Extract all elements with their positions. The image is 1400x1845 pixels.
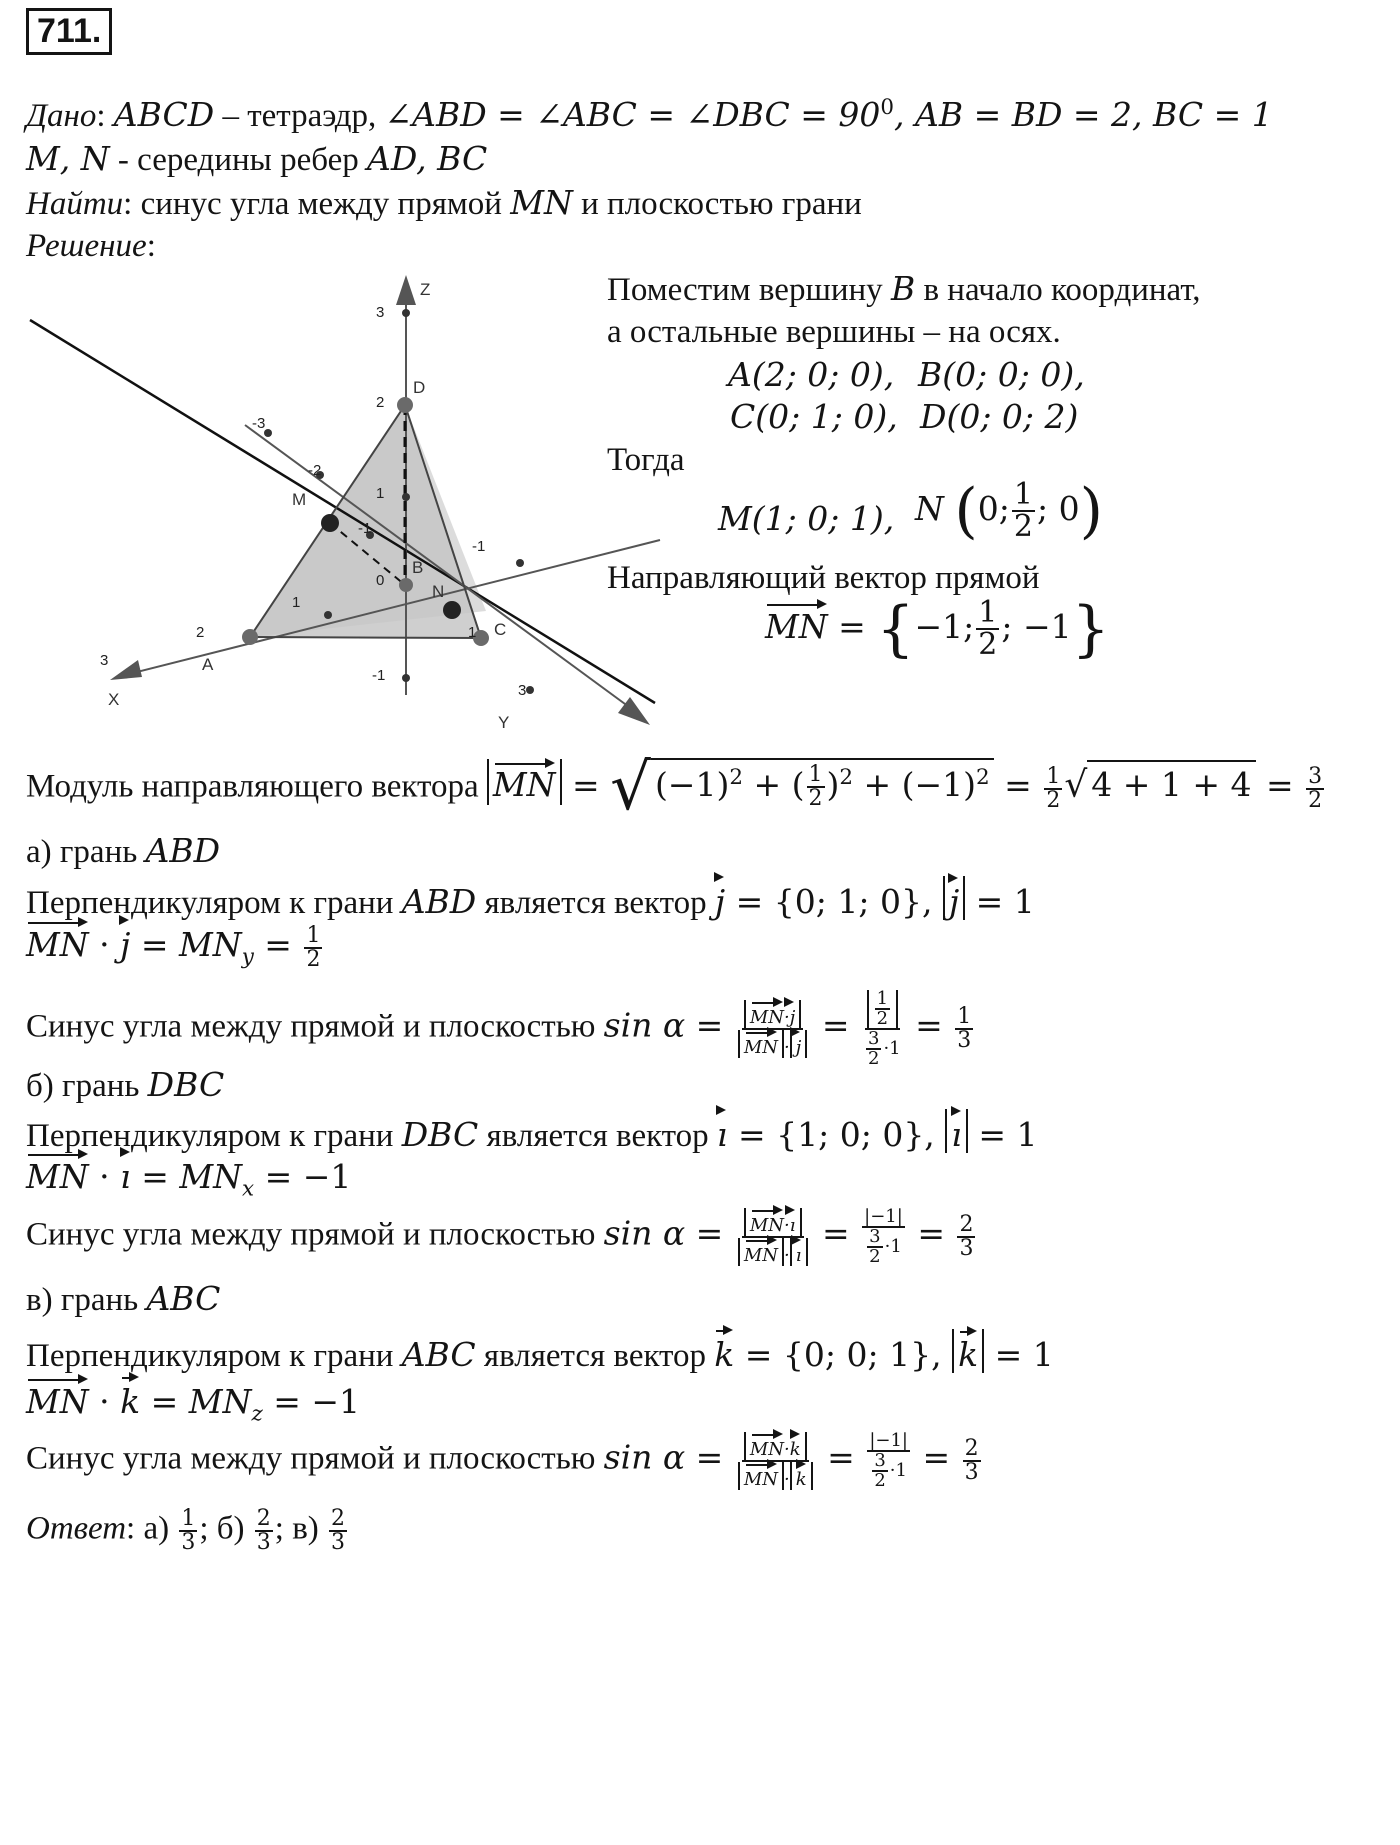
modulus-term1-sup: 2 — [729, 765, 743, 791]
part-c-perp — [26, 1328, 1054, 1376]
modulus-vector: MN — [493, 759, 556, 803]
part-a-perp-c: является вектор — [476, 885, 715, 921]
part-c-result-num: 2 — [964, 1436, 979, 1461]
answer-a: : а) — [126, 1510, 178, 1547]
label-axis-z: Z — [420, 280, 431, 299]
part-c-title — [26, 1280, 220, 1320]
modulus-term3-sup: 2 — [976, 765, 990, 791]
problem-number: 711. — [26, 8, 112, 55]
part-a-perp-face: ABD — [401, 882, 477, 921]
direction-text: Направляющий вектор прямой — [607, 560, 1040, 596]
tick-origin: 0 — [376, 572, 385, 589]
part-c-title-text: в) грань — [26, 1282, 147, 1318]
part-b-result-den: 3 — [959, 1236, 974, 1261]
part-a-result-num: 1 — [957, 1004, 972, 1029]
part-a-sin-j-den: j — [796, 1030, 802, 1058]
part-a-dot-num: 1 — [306, 923, 321, 949]
coord-n-num: 1 — [1013, 477, 1034, 512]
tick-x2: 2 — [196, 624, 205, 641]
midpoints-line — [26, 140, 487, 180]
coord-c: C(0; 1; 0), — [730, 397, 898, 436]
then-label: Тогда — [607, 442, 685, 478]
part-c-dot-mid: · — [88, 1382, 121, 1421]
intro-text-1c: в начало координат, — [915, 272, 1201, 308]
label-point-b: B — [412, 558, 424, 577]
modulus-half-den: 2 — [1046, 787, 1061, 813]
part-b-norm-eq: = 1 — [967, 1115, 1038, 1154]
coord-n-den: 2 — [1013, 509, 1034, 544]
part-c-vector-k: k — [714, 1328, 734, 1374]
part-b-sin-eq: = — [811, 1213, 861, 1253]
part-c-v2-tail: ·1 — [889, 1460, 907, 1481]
part-a-perp — [26, 875, 1035, 923]
vector-mn-eq: = — [838, 607, 877, 646]
tick-dot-x1 — [324, 611, 332, 619]
part-b-norm-vector: ı — [951, 1109, 962, 1153]
given-label: Дано — [26, 98, 97, 134]
label-axis-y: Y — [498, 713, 510, 732]
part-b-sin-eq2: = — [906, 1213, 956, 1253]
part-a-dot-mid: · — [88, 925, 121, 964]
part-c-title-face: ABC — [146, 1279, 221, 1318]
part-c-v2-den: 2 — [874, 1470, 886, 1491]
part-a-dot-eq: = MN — [130, 925, 242, 964]
point-a — [242, 629, 258, 645]
modulus-frac-num: 1 — [808, 762, 823, 788]
find-label: Найти — [26, 186, 124, 222]
part-a-result-den: 3 — [957, 1028, 972, 1053]
vector-mn-b: −1; — [914, 607, 975, 646]
part-c-sin-k: k — [790, 1432, 801, 1460]
part-b-perp-d: = {1; 0; 0}, — [727, 1115, 946, 1154]
vector-mn-den: 2 — [978, 627, 998, 662]
given-tetra-word: – тетраэдр, — [222, 98, 377, 134]
part-a-v1-num: 1 — [876, 988, 889, 1009]
part-c-sin-mn-den: MN — [744, 1462, 778, 1490]
part-c-sin-k-den: k — [796, 1462, 807, 1490]
tetrahedron-figure — [20, 265, 670, 745]
answer-a-num: 1 — [181, 1506, 196, 1531]
part-c-dot-eq2: = −1 — [262, 1382, 361, 1421]
modulus-eq: = — [561, 765, 611, 805]
vector-mn-coords: MN = {−1; $\frac{1}{2}$ ; −1} — [765, 594, 1110, 664]
part-b-title-face: DBC — [147, 1065, 225, 1104]
modulus-inner: 4 + 1 + 4 — [1087, 760, 1255, 804]
part-b-sin-i: ı — [790, 1208, 796, 1236]
part-b-sin-expr: sin α = — [603, 1213, 734, 1253]
part-a-title-text: а) грань — [26, 834, 146, 870]
part-b-dot-sub: x — [242, 1176, 255, 1202]
point-m — [321, 514, 339, 532]
part-c-perp-d: = {0; 0; 1}, — [734, 1335, 953, 1374]
part-a-v2-den: 2 — [867, 1048, 880, 1069]
part-b-title-text: б) грань — [26, 1068, 148, 1104]
given-lengths: , AB = BD = 2, BC = 1 — [894, 95, 1273, 134]
part-b-sin: Синус угла между прямой и плоскостью sin α = $\frac{MN\cdot ı}{MN \cdot ı}$ = |−1| $\frac{3}{2}$ ·1 = $\frac{2}{3}$ — [26, 1206, 974, 1267]
label-point-m: M — [292, 490, 307, 509]
part-a-sin-expr: sin α = — [603, 1005, 734, 1045]
part-b-v2-tail: ·1 — [884, 1236, 902, 1257]
point-n — [443, 601, 461, 619]
midpoints-edges: AD, BC — [367, 139, 488, 178]
modulus-eq3: = — [1255, 765, 1305, 805]
part-a-sin-j: j — [790, 1000, 796, 1028]
part-c-result-den: 3 — [964, 1460, 979, 1485]
part-c-dot-k: k — [120, 1375, 140, 1421]
modulus-term1: (−1) — [654, 765, 730, 805]
coord-b: B(0; 0; 0), — [918, 355, 1085, 394]
part-c-dot — [26, 1375, 360, 1427]
coord-n-name: N — [915, 489, 944, 528]
tick-zm1: -1 — [372, 667, 386, 684]
coord-d: D(0; 0; 2) — [920, 397, 1079, 436]
part-c-v1: |−1| — [869, 1430, 908, 1451]
tick-z2: 2 — [376, 394, 385, 411]
part-c-perp-face: ABC — [401, 1335, 476, 1374]
point-d — [397, 397, 413, 413]
part-b-perp — [26, 1108, 1038, 1156]
part-a-perp-d: = {0; 1; 0}, — [725, 882, 943, 921]
part-a-dot-den: 2 — [306, 947, 321, 973]
modulus-result-num: 3 — [1308, 763, 1323, 789]
part-c-dot-mn: MN — [26, 1375, 89, 1421]
answer-a-den: 3 — [181, 1530, 196, 1555]
part-c-sin-eq2: = — [911, 1437, 961, 1477]
modulus-plus2: + (−1) — [853, 765, 977, 805]
part-b-dot-eq: = MN — [130, 1157, 243, 1196]
part-c-sin: Синус угла между прямой и плоскостью sin α = $\frac{MN\cdot k}{MN \cdot k}$ = |−1| $\frac{3}{2}$ ·1 = $\frac{2}{3}$ — [26, 1430, 979, 1491]
find-line — [26, 184, 862, 224]
tick-z1: 1 — [376, 485, 385, 502]
part-a-title — [26, 832, 220, 872]
tick-z3: 3 — [376, 304, 385, 321]
edge-ac — [250, 637, 481, 638]
part-c-dot-sub: z — [251, 1401, 263, 1427]
modulus-result-den: 2 — [1308, 787, 1323, 813]
part-a-norm-eq: = 1 — [965, 882, 1035, 921]
part-a-dot-sub: y — [241, 944, 254, 970]
tick-x3: 3 — [100, 652, 109, 669]
tick-y3: 3 — [518, 682, 527, 699]
part-a-sin-mn-den: MN — [744, 1030, 778, 1058]
part-c-dot-eq: = MN — [140, 1382, 252, 1421]
part-b-sin-text: Синус угла между прямой и плоскостью — [26, 1216, 604, 1253]
tick-x1: 1 — [292, 594, 301, 611]
modulus-text: Модуль направляющего вектора — [26, 768, 487, 805]
intro-line-1 — [607, 270, 1201, 310]
modulus-half-num: 1 — [1046, 763, 1061, 789]
part-c-norm-eq: = 1 — [984, 1335, 1054, 1374]
tick-xm1: -1 — [472, 538, 486, 555]
modulus-frac-sup: 2 — [839, 765, 854, 791]
answer-b-num: 2 — [256, 1506, 271, 1531]
part-b-perp-a: Перпендикуляром к грани — [26, 1118, 402, 1154]
vector-mn-name: MN — [765, 600, 828, 646]
modulus-eq2: = — [993, 765, 1043, 805]
answer-c-num: 2 — [331, 1506, 346, 1531]
midpoints-text: - середины ребер — [109, 142, 367, 178]
part-a-norm-vector: j — [949, 876, 959, 920]
part-a-dot-eq2: = — [253, 925, 303, 964]
coord-m: M(1; 0; 1), — [718, 499, 895, 538]
part-c-sin-eq: = — [816, 1437, 866, 1477]
part-c-perp-c: является вектор — [475, 1338, 715, 1374]
part-a-title-face: ABD — [145, 831, 221, 870]
find-text2: и плоскостью грани — [572, 186, 862, 222]
part-a-dot-j: j — [120, 918, 130, 964]
modulus-frac-den: 2 — [808, 786, 823, 812]
label-point-a: A — [202, 655, 214, 674]
solution-line: Решение: — [26, 228, 156, 264]
part-a-sin-eq: = — [811, 1005, 860, 1045]
part-b-perp-face: DBC — [401, 1115, 479, 1154]
part-a-perp-a: Перпендикуляром к грани — [26, 885, 402, 921]
part-c-sin-text: Синус угла между прямой и плоскостью — [26, 1440, 604, 1477]
part-b-vector-i: ı — [717, 1108, 728, 1154]
part-b-v2-den: 2 — [869, 1246, 881, 1267]
coord-a: A(2; 0; 0), — [728, 355, 895, 394]
part-a-sin-mn: MN — [750, 1000, 784, 1028]
part-b-title — [26, 1066, 224, 1106]
intro-text-1a: Поместим вершину — [607, 272, 891, 308]
find-line-name: MN — [510, 183, 573, 222]
tick-xm2: -2 — [308, 462, 322, 479]
tick-dot-zm1 — [402, 674, 410, 682]
modulus-plus1: + — [742, 765, 792, 805]
given-angle-sup: 0 — [880, 95, 895, 120]
intro-line-2: а остальные вершины – на осях. — [607, 314, 1061, 350]
solution-label: Решение — [26, 228, 147, 264]
answer-c-den: 3 — [331, 1530, 346, 1555]
tick-dot-z3 — [402, 309, 410, 317]
coord-n: N (0; $\frac{1}{2}$ ; 0) — [915, 476, 1104, 546]
answer-line — [26, 1508, 349, 1554]
tick-y1: 1 — [468, 624, 477, 641]
part-c-norm-vector: k — [958, 1329, 978, 1373]
part-b-sin-mn: MN — [750, 1208, 784, 1236]
part-b-v1: |−1| — [864, 1206, 903, 1227]
label-axis-x: X — [108, 690, 120, 709]
given-line: Дано: ABCD – тетраэдр, ∠ABD = ∠ABC = ∠DBC = $90^0$, AB = BD = 2, BC = 1 — [26, 95, 1273, 134]
part-c-v2-num: 3 — [874, 1450, 886, 1471]
label-point-d: D — [413, 378, 426, 397]
part-b-dot-i: ı — [120, 1150, 131, 1196]
part-b-perp-c: является вектор — [478, 1118, 717, 1154]
part-a-v1-den: 2 — [876, 1008, 889, 1029]
answer-b-den: 3 — [256, 1530, 271, 1555]
tick-dot-z1 — [402, 493, 410, 501]
part-a-dot-mn: MN — [26, 918, 89, 964]
part-a-sin: Синус угла между прямой и плоскостью sin α = $\frac{MN\cdot j}{MN \cdot j}$ = $\frac{1}{2}$ $\frac{3}{2}$ ·1 = $\frac{1}{3}$ — [26, 988, 972, 1069]
tick-dot-y3 — [526, 686, 534, 694]
given-angles: ∠ABD = ∠ABC = ∠DBC = 90 — [384, 95, 881, 134]
vector-mn-c: ; −1 — [1001, 607, 1072, 646]
answer-label: Ответ — [26, 1510, 127, 1547]
tick-ym1: -1 — [358, 520, 372, 537]
part-a-dot — [26, 918, 324, 971]
answer-b: ; б) — [199, 1510, 253, 1547]
given-tetra: ABCD — [113, 95, 215, 134]
part-b-dot-mn: MN — [26, 1150, 89, 1196]
vector-mn-num: 1 — [978, 595, 998, 630]
tick-xm3: -3 — [252, 415, 266, 432]
point-b — [399, 578, 413, 592]
part-b-v2-num: 3 — [869, 1226, 881, 1247]
tick-dot-xm1 — [516, 559, 524, 567]
label-point-c: C — [494, 620, 507, 639]
coord-n-a: 0; — [977, 489, 1010, 528]
part-b-dot — [26, 1150, 351, 1202]
axis-z-arrow — [396, 275, 416, 305]
part-a-v2-tail: ·1 — [883, 1038, 901, 1059]
part-a-sin-eq2: = — [904, 1005, 954, 1045]
part-a-v2-num: 3 — [867, 1028, 880, 1049]
label-point-n: N — [432, 582, 445, 601]
part-a-sin-text: Синус угла между прямой и плоскостью — [26, 1008, 604, 1045]
part-b-dot-eq2: = −1 — [254, 1157, 352, 1196]
modulus-line: Модуль направляющего вектора MN = √ $(-1)^2$ + ( $\frac{1}{2}$ )$^2 + (-1)^2$ = $\frac{1}{2}$ √ 4 + 1 + 4 = $\frac{3}{2}$ — [26, 751, 1323, 825]
part-c-perp-a: Перпендикуляром к грани — [26, 1338, 402, 1374]
axis-x-arrow — [110, 660, 142, 680]
part-c-sin-expr: sin α = — [603, 1437, 734, 1477]
part-b-result-num: 2 — [959, 1212, 974, 1237]
part-b-dot-mid: · — [88, 1157, 121, 1196]
intro-vertex-b: B — [890, 269, 916, 308]
part-b-sin-mn-den: MN — [744, 1238, 778, 1266]
part-b-sin-i-den: ı — [796, 1238, 802, 1266]
find-text: : синус угла между прямой — [123, 186, 511, 222]
answer-c: ; в) — [274, 1510, 328, 1547]
midpoints-vars: M, N — [26, 139, 110, 178]
part-c-sin-mn: MN — [750, 1432, 784, 1460]
coord-n-b: ; 0 — [1037, 489, 1080, 528]
part-a-vector-j: j — [715, 875, 725, 921]
line-mn — [30, 320, 655, 703]
